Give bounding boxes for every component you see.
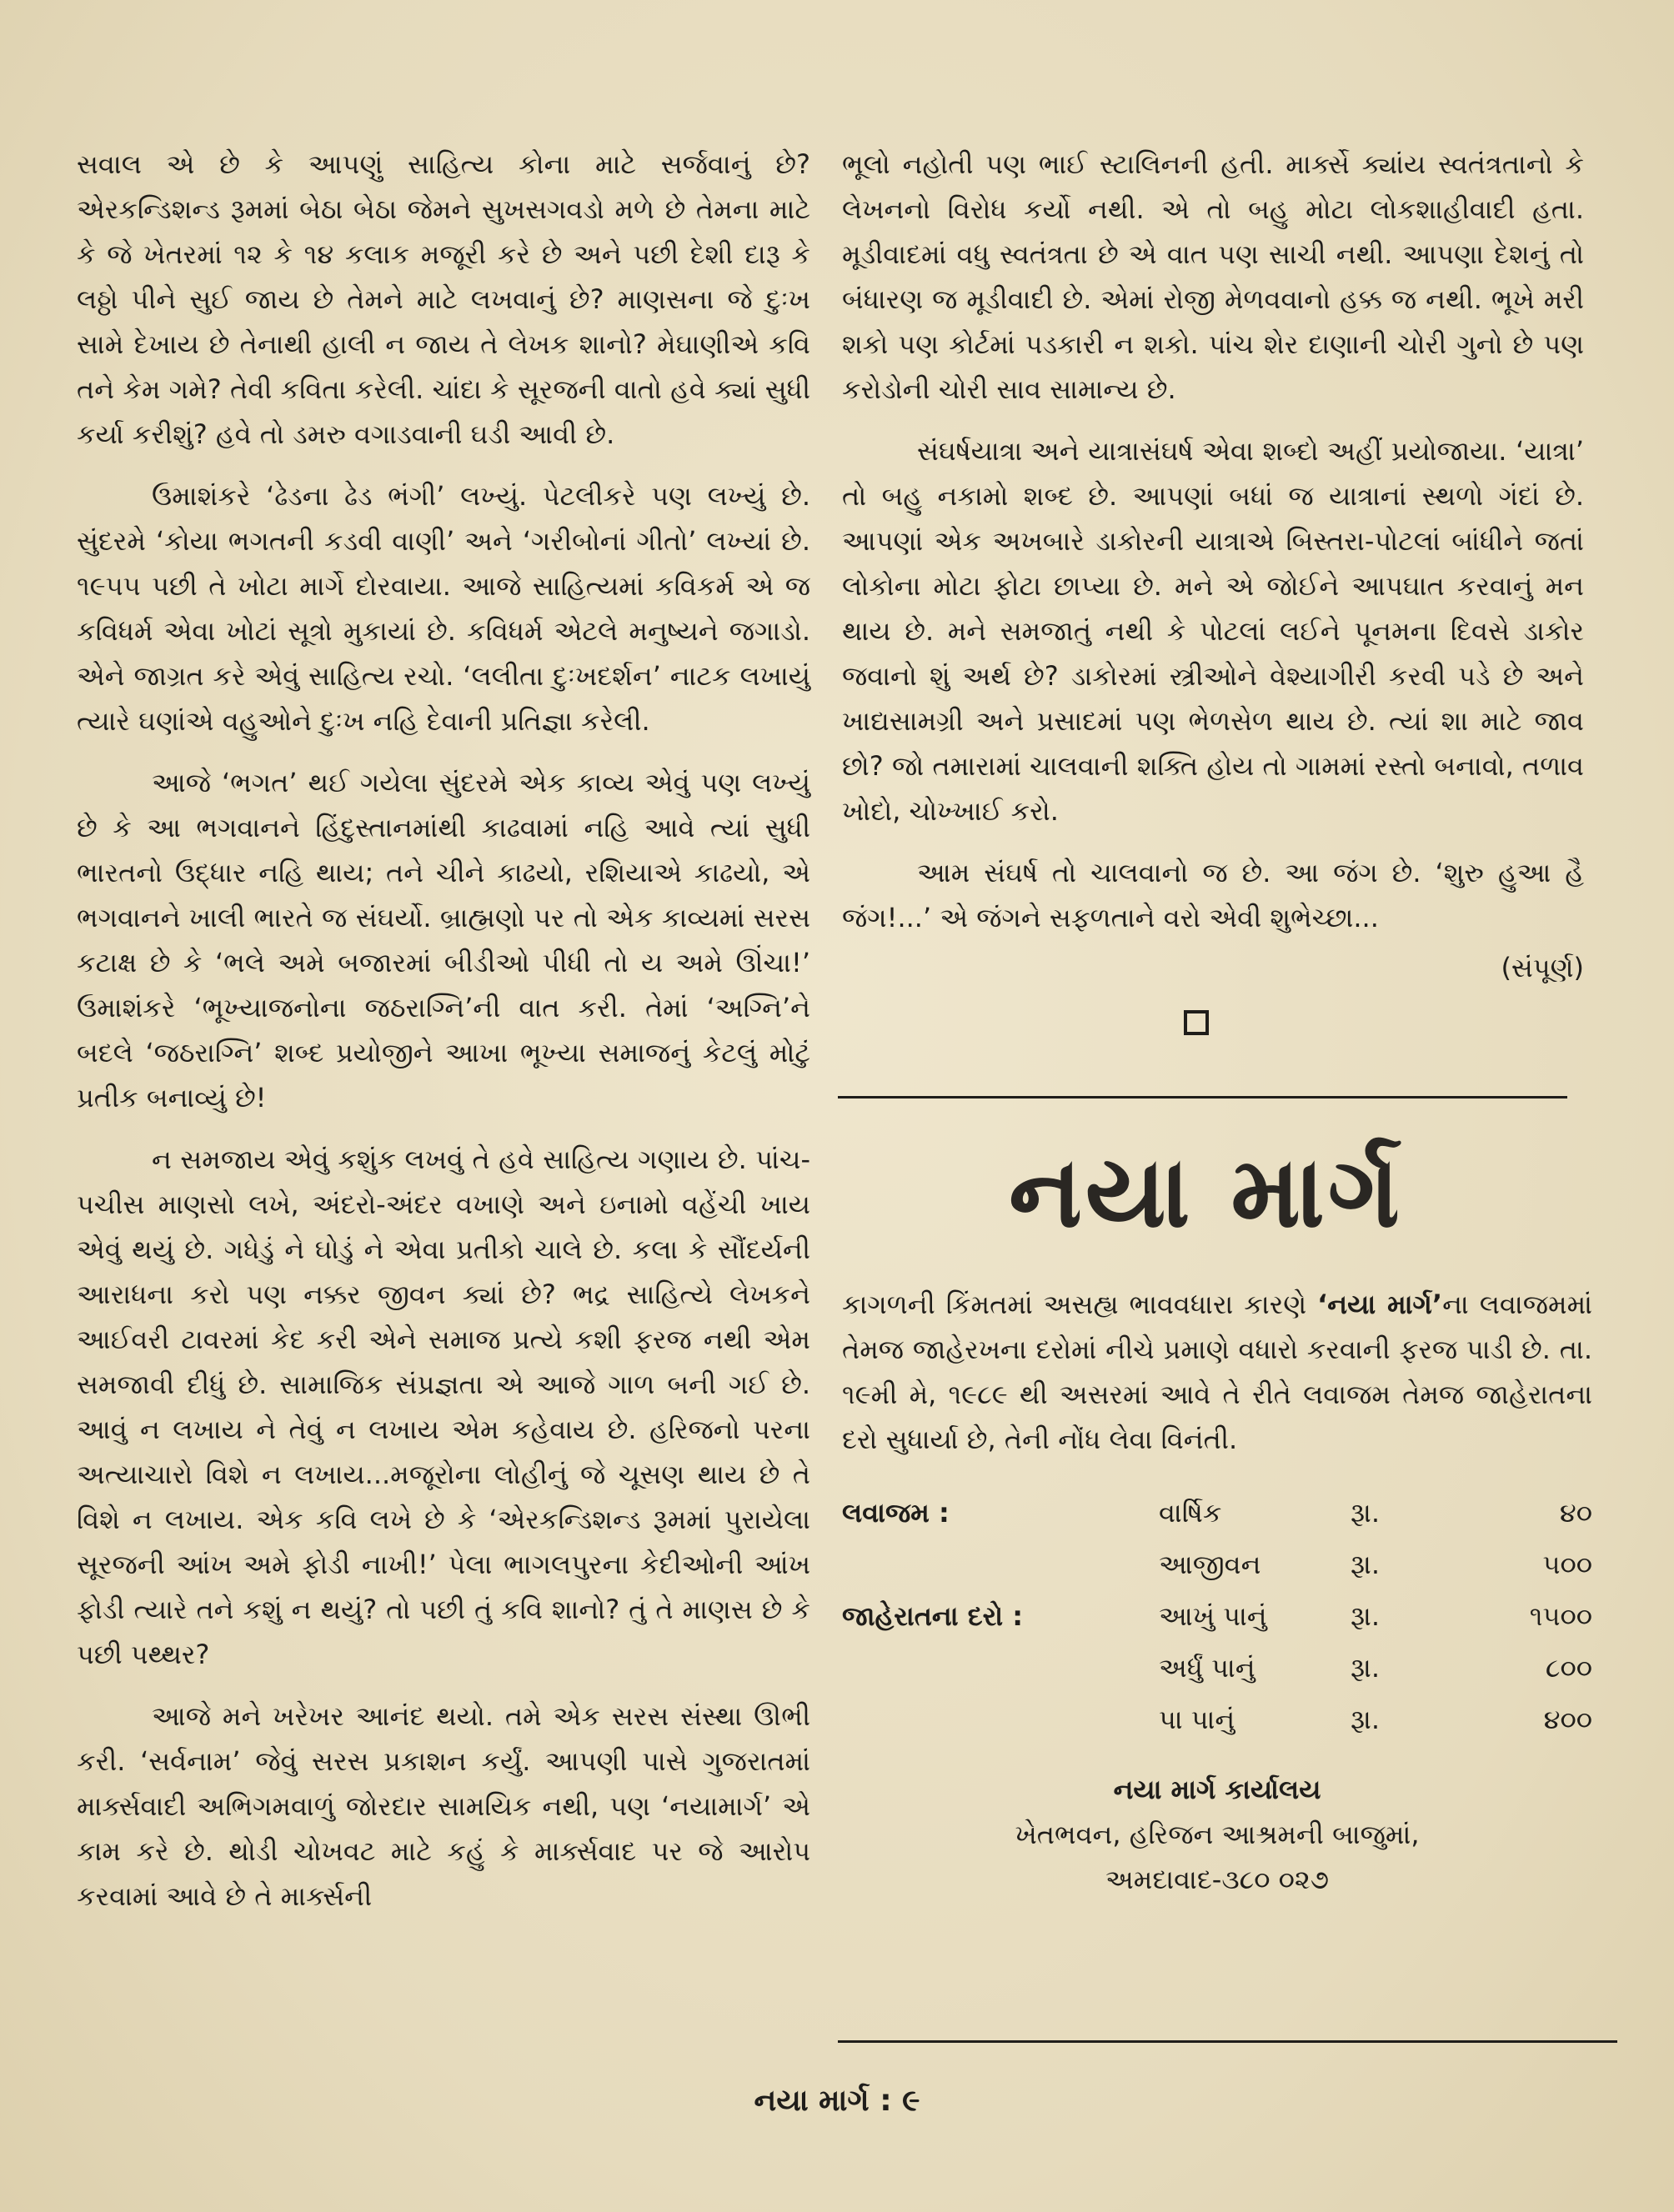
notice-name: ‘નયા માર્ગ’ — [1317, 1289, 1443, 1320]
paragraph: આમ સંઘર્ષ તો ચાલવાનો જ છે. આ જંગ છે. ‘શુરુ હુઆ હૈ જંગ!...’ એ જંગને સફળતાને વરો એવી શુભેચ્છા... — [842, 857, 1584, 933]
rate-currency: રૂા. — [1351, 1548, 1381, 1580]
paragraph: ન સમજાય એવું કશુંક લખવું તે હવે સાહિત્ય ગણાય છે. પાંચ-પચીસ માણસો લખે, અંદરો-અંદર વખાણે અને ઇનામો વહેંચી ખાય એવું થયું છે. ગધેડું ને ઘોડું ને એવા પ્રતીકો ચાલે છે. કલા કે સૌંદર્યની આરાધના કરો પણ નક્કર જીવન ક્યાં છે? ભદ્ર સાહિત્યે લેખકને આઈવરી ટાવરમાં કેદ કરી એને સમાજ પ્રત્યે કશી ફરજ નથી એમ સમજાવી દીધું છે. સામાજિક સંપ્રજ્ઞતા એ આજે ગાળ બની ગઈ છે. આવું ન લખાય ને તેવું ન લખાય એમ કહેવાય છે. હરિજનો પરના અત્યાચારો વિશે ન લખાય...મજૂરોના લોહીનું જે ચૂસણ થાય છે તે વિશે ન લખાય. એક કવિ લખે છે કે ‘એરકન્ડિશન્ડ રૂમમાં પુરાયેલા સૂરજની આંખ અમે ફોડી નાખી!’ પેલા ભાગલપુરના કેદીઓની આંખ ફોડી ત્યારે તને કશું ન થયું? તો પછી તું કવિ શાનો? તું તે માણસ છે કે પછી પથ્થર? — [77, 1144, 810, 1670]
page-footer: નયા માર્ગ : ૯ — [754, 2084, 920, 2118]
rate-section — [842, 1642, 1159, 1694]
magazine-logo: નયા માર્ગ — [1009, 1134, 1403, 1249]
office-address-block — [842, 1767, 1592, 1902]
rate-currency: રૂા. — [1351, 1496, 1381, 1529]
rate-section: જાહેરાતના દરો : — [842, 1599, 1024, 1632]
paragraph: આજે મને ખરેખર આનંદ થયો. તમે એક સરસ સંસ્થા ઊભી કરી. ‘સર્વનામ’ જેવું સરસ પ્રકાશન કર્યું. આપણી પાસે ગુજરાતમાં માર્ક્સવાદી અભિગમવાળું જોરદાર સામયિક નથી, પણ ‘નયામાર્ગ’ એ કામ કરે છે. થોડી ચોખવટ માટે કહું કે માર્ક્સવાદ પર જે આરોપ કરવામાં આવે છે તે માર્ક્સની — [77, 1700, 810, 1912]
rate-amount: ૫૦૦ — [1542, 1548, 1592, 1580]
rate-amount: ૮૦૦ — [1545, 1651, 1592, 1684]
rate-amount: ૪૦૦ — [1543, 1703, 1592, 1735]
end-square-icon — [1184, 1010, 1209, 1035]
rate-row — [842, 1694, 1592, 1745]
rate-currency: રૂા. — [1351, 1703, 1381, 1735]
left-column — [77, 142, 810, 1935]
paragraph: ઉમાશંકરે ‘ઢેડના ઢેડ ભંગી’ લખ્યું. પેટલીકરે પણ લખ્યું છે. સુંદરમે ‘કોયા ભગતની કડવી વાણી’ અને ‘ગરીબોનાં ગીતો’ લખ્યાં છે. ૧૯૫૫ પછી તે ખોટા માર્ગે દોરવાયા. આજે સાહિત્યમાં કવિકર્મ એ જ કવિધર્મ એવા ખોટાં સૂત્રો મુકાયાં છે. કવિધર્મ એટલે મનુષ્યને જગાડો. એને જાગ્રત કરે એવું સાહિત્ય રચો. ‘લલીતા દુઃખદર્શન’ નાટક લખાયું ત્યારે ઘણાંએ વહુઓને દુઃખ નહિ દેવાની પ્રતિજ્ઞા કરેલી. — [77, 480, 810, 737]
office-address-line: ખેતભવન, હરિજન આશ્રમની બાજુમાં, — [1015, 1819, 1420, 1850]
rate-label: પા પાનું — [1159, 1703, 1235, 1735]
rate-row — [842, 1539, 1592, 1590]
rate-row — [842, 1642, 1592, 1694]
office-address-line: અમદાવાદ-૩૮૦ ૦૨૭ — [1105, 1864, 1329, 1895]
rate-section — [842, 1694, 1159, 1745]
subscription-notice — [842, 1134, 1592, 1902]
notice-prefix: કાગળની કિંમતમાં અસહ્ય ભાવવધારા કારણે — [842, 1289, 1307, 1320]
right-column — [842, 142, 1584, 1035]
rate-table — [842, 1487, 1592, 1745]
rate-label: આખું પાનું — [1159, 1599, 1267, 1632]
rate-row — [842, 1590, 1592, 1642]
divider-bottom — [838, 2040, 1617, 2043]
rate-section — [842, 1539, 1159, 1590]
end-note: (સંપૂર્ણ) — [1501, 952, 1584, 983]
paragraph: સવાલ એ છે કે આપણું સાહિત્ય કોના માટે સર્જવાનું છે? એરકન્ડિશન્ડ રૂમમાં બેઠા બેઠા જેમને સુખસગવડો મળે છે તેમના માટે કે જે ખેતરમાં ૧૨ કે ૧૪ કલાક મજૂરી કરે છે અને પછી દેશી દારૂ કે લઠ્ઠો પીને સુઈ જાય છે તેમને માટે લખવાનું છે? માણસના જે દુઃખ સામે દેખાય છે તેનાથી હાલી ન જાય તે લેખક શાનો? મેઘાણીએ કવિ તને કેમ ગમે? તેવી કવિતા કરેલી. ચાંદા કે સૂરજની વાતો હવે ક્યાં સુધી કર્યા કરીશું? હવે તો ડમરુ વગાડવાની ઘડી આવી છે. — [77, 148, 810, 450]
divider-top — [838, 1096, 1567, 1098]
paragraph: આજે ‘ભગત’ થઈ ગયેલા સુંદરમે એક કાવ્ય એવું પણ લખ્યું છે કે આ ભગવાનને હિંદુસ્તાનમાંથી કાઢવામાં નહિ આવે ત્યાં સુધી ભારતનો ઉદ્ધાર નહિ થાય; તને ચીને કાઢયો, રશિયાએ કાઢયો, એ ભગવાનને ખાલી ભારતે જ સંઘર્યો. બ્રાહ્મણો પર તો એક કાવ્યમાં સરસ કટાક્ષ છે કે ‘ભલે અમે બજારમાં બીડીઓ પીધી તો ય અમે ઊંચા!’ ઉમાશંકરે ‘ભૂખ્યાજનોના જઠરાગ્નિ’ની વાત કરી. તેમાં ‘અગ્નિ’ને બદલે ‘જઠરાગ્નિ’ શબ્દ પ્રયોજીને આખા ભૂખ્યા સમાજનું કેટલું મોટું પ્રતીક બનાવ્યું છે! — [77, 767, 810, 1114]
rate-label: આજીવન — [1159, 1548, 1261, 1580]
rate-currency: રૂા. — [1351, 1651, 1381, 1684]
rate-label: વાર્ષિક — [1159, 1496, 1222, 1529]
rate-amount: ૧૫૦૦ — [1529, 1599, 1592, 1632]
paragraph: ભૂલો નહોતી પણ ભાઈ સ્ટાલિનની હતી. માર્ક્સે ક્યાંય સ્વતંત્રતાનો કે લેખનનો વિરોધ કર્યો નથી. એ તો બહુ મોટા લોકશાહીવાદી હતા. મૂડીવાદમાં વધુ સ્વતંત્રતા છે એ વાત પણ સાચી નથી. આપણા દેશનું તો બંધારણ જ મૂડીવાદી છે. એમાં રોજી મેળવવાનો હક્ક જ નથી. ભૂખે મરી શકો પણ કોર્ટમાં પડકારી ન શકો. પાંચ શેર દાણાની ચોરી ગુનો છે પણ કરોડોની ચોરી સાવ સામાન્ય છે. — [842, 148, 1584, 405]
paragraph: સંઘર્ષયાત્રા અને યાત્રાસંઘર્ષ એવા શબ્દો અહીં પ્રયોજાયા. ‘યાત્રા’ તો બહુ નકામો શબ્દ છે. આપણાં બધાં જ યાત્રાનાં સ્થળો ગંદાં છે. આપણાં એક અખબારે ડાકોરની યાત્રાએ બિસ્તરા-પોટલાં બાંધીને જતાં લોકોના મોટા ફોટા છાપ્યા છે. મને એ જોઈને આપઘાત કરવાનું મન થાય છે. મને સમજાતું નથી કે પોટલાં લઈને પૂનમના દિવસે ડાકોર જવાનો શું અર્થ છે? ડાકોરમાં સ્ત્રીઓને વેશ્યાગીરી કરવી પડે છે અને ખાદ્યસામગ્રી અને પ્રસાદમાં પણ ભેળસેળ થાય છે. ત્યાં શા માટે જાવ છો? જો તમારામાં ચાલવાની શક્તિ હોય તો ગામમાં રસ્તો બનાવો, તળાવ ખોદો, ચોખ્ખાઈ કરો. — [842, 435, 1584, 827]
rate-row — [842, 1487, 1592, 1539]
notice-text — [842, 1282, 1592, 1462]
notice-rest: ના લવાજમમાં તેમજ જાહેરખના દરોમાં નીચે પ્રમાણે વધારો કરવાની ફરજ પાડી છે. તા. ૧૯મી મે, ૧૯૮૯ થી અસરમાં આવે તે રીતે લવાજમ તેમજ જાહેરાતના દરો સુધાર્યા છે, તેની નોંધ લેવા વિનંતી. — [842, 1289, 1593, 1455]
office-name: નયા માર્ગ કાર્યાલય — [1113, 1774, 1321, 1805]
rate-section: લવાજમ : — [842, 1496, 950, 1529]
rate-amount: ૪૦ — [1559, 1496, 1592, 1529]
rate-label: અર્ધું પાનું — [1159, 1651, 1256, 1684]
rate-currency: રૂા. — [1351, 1599, 1381, 1632]
